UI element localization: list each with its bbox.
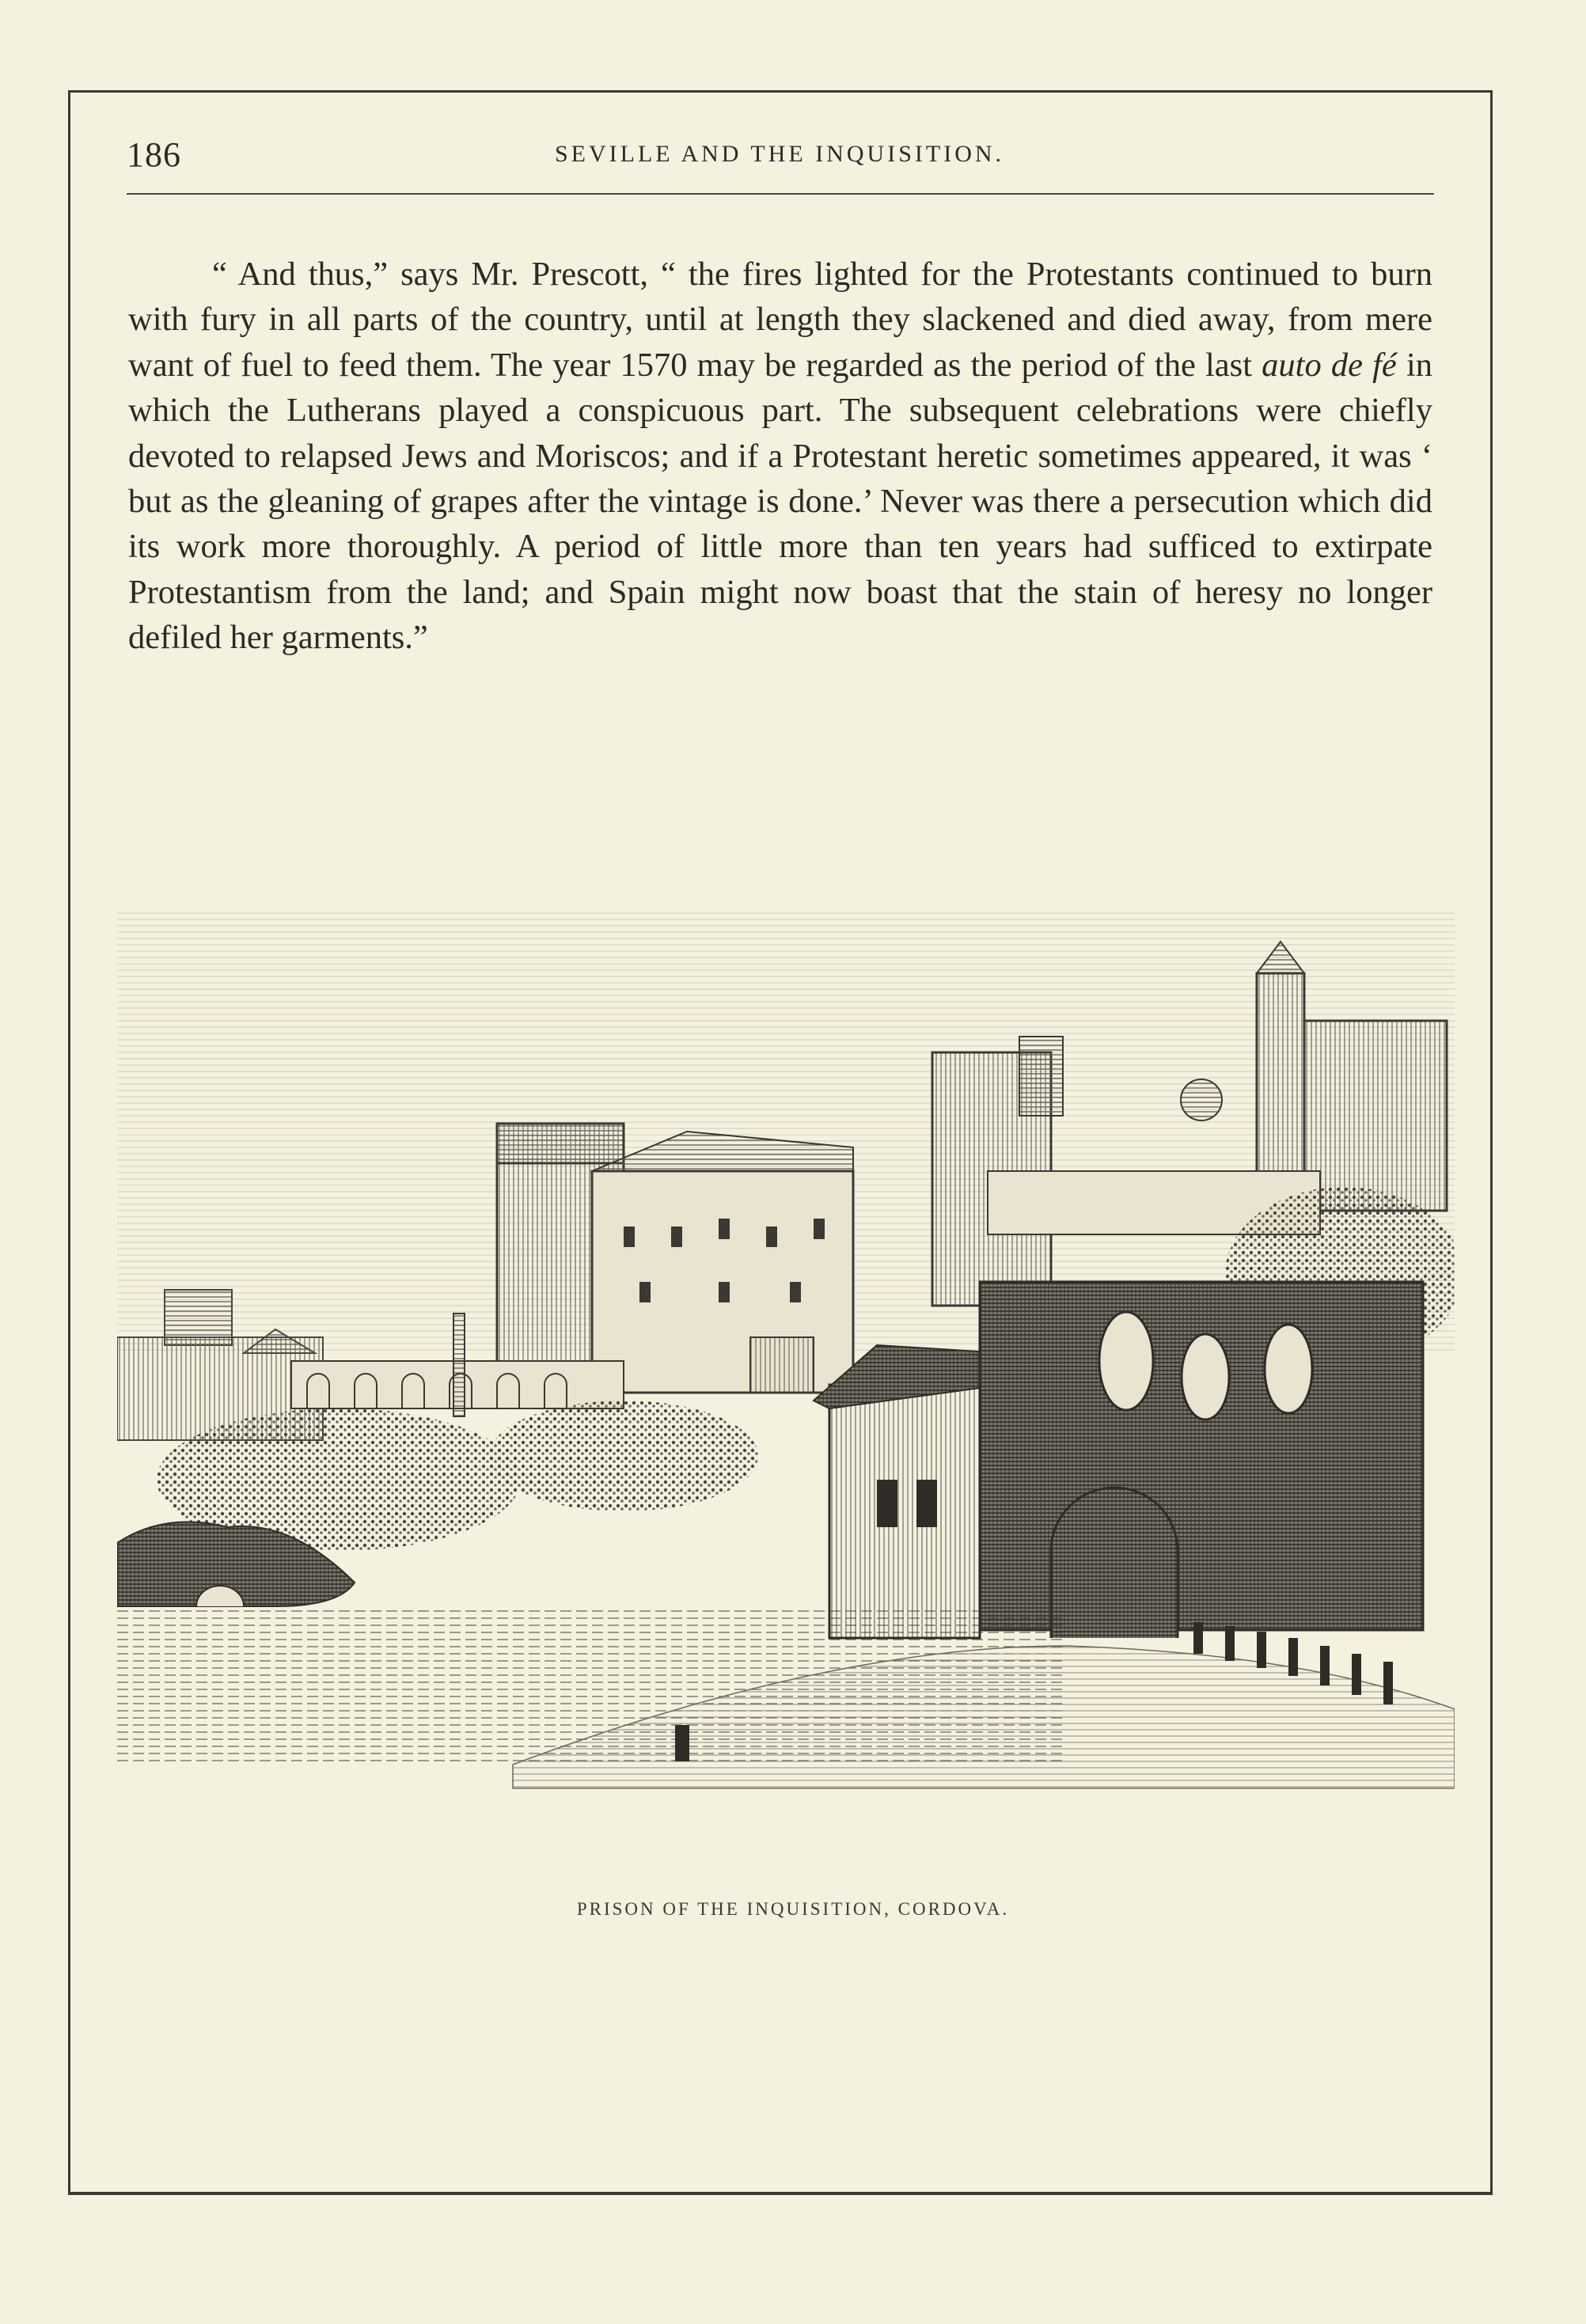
- quotation-paragraph: [128, 252, 1432, 661]
- page-number: 186: [127, 135, 181, 174]
- running-title: SEVILLE AND THE INQUISITION.: [554, 141, 1005, 167]
- figure-caption: PRISON OF THE INQUISITION, CORDOVA.: [576, 1899, 1010, 1919]
- running-head: [127, 135, 1432, 182]
- paragraph-text-2: in which the Lutherans played a conspicuous part. The subsequent celebrations were chiefly devoted to relapsed Jews and Moriscos; and if a Protestant heretic sometimes appeared, it was ‘ but as the gleaning of grapes after the vintage is done.’ Never was there a persecution which did its work more thoroughly. A period of little more than ten years had sufficed to extirpate Protestantism from the land; and Spain might now boast that the stain of heresy no longer defiled her garments.”: [128, 346, 1433, 657]
- body-text: [128, 252, 1432, 661]
- header-rule: [127, 193, 1434, 195]
- paragraph-text-1: “ And thus,” says Mr. Prescott, “ the fires lighted for the Protestants continued to burn with fury in all parts of the country, until at length they slackened and died away, from mere want of fuel to feed them. The year 1570 may be regarded as the period of the last: [128, 256, 1432, 384]
- engraving-illustration: [117, 910, 1455, 1875]
- town-buildings: [592, 1132, 853, 1393]
- italic-phrase: auto de fé: [1262, 346, 1397, 384]
